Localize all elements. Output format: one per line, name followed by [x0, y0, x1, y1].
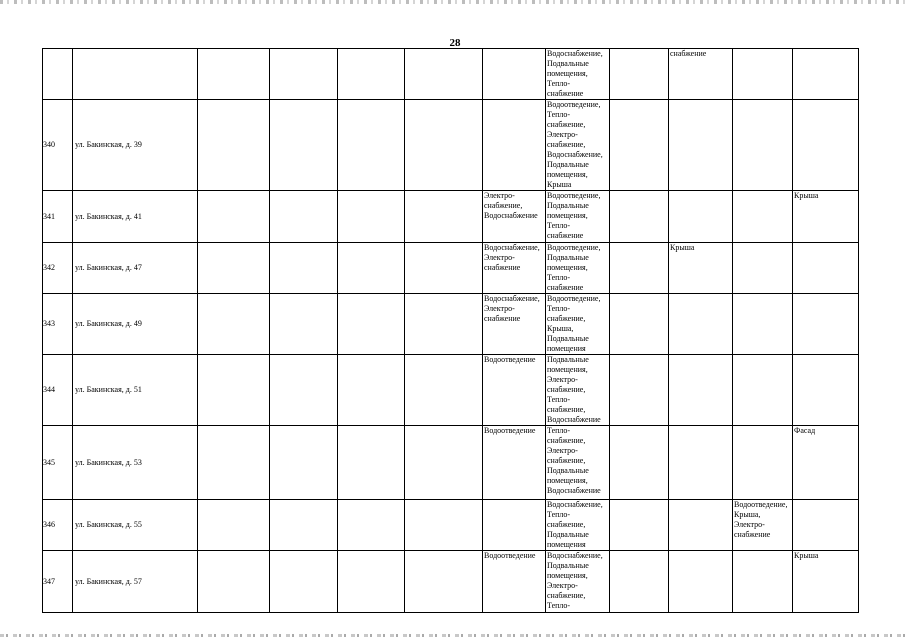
cell-empty	[198, 191, 270, 243]
cell-empty	[405, 243, 483, 294]
cell-empty	[405, 294, 483, 355]
cell-address-text: ул. Бакинская, д. 49	[75, 319, 142, 328]
cell-empty	[270, 191, 338, 243]
cell-works-l	[793, 243, 859, 294]
cell-empty	[405, 100, 483, 191]
cell-number	[43, 100, 73, 191]
cell-empty	[270, 243, 338, 294]
cell-works-j	[669, 100, 733, 191]
cell-works-h	[546, 49, 610, 100]
cell-works-i	[610, 243, 669, 294]
cell-works-h-text: Водоотведение, Подвальные помещения, Тепло- снабжение	[547, 243, 601, 292]
cell-works-k	[733, 100, 793, 191]
cell-empty	[198, 243, 270, 294]
cell-works-l	[793, 191, 859, 243]
cell-works-j-text: Крыша	[670, 243, 695, 252]
cell-works-l-text: Фасад	[794, 426, 816, 435]
cell-empty	[198, 294, 270, 355]
cell-number-text: 343	[43, 319, 55, 328]
cell-works-j	[669, 426, 733, 500]
cell-empty	[198, 100, 270, 191]
cell-empty	[270, 426, 338, 500]
cell-works-l	[793, 100, 859, 191]
cell-empty	[338, 426, 405, 500]
cell-works-h	[546, 500, 610, 551]
table-row	[43, 49, 859, 100]
cell-empty	[270, 551, 338, 613]
table-row	[43, 191, 859, 243]
cell-works-g-text: Водоснабжение, Электро- снабжение	[484, 243, 540, 272]
table-row	[43, 426, 859, 500]
cell-number	[43, 551, 73, 613]
cell-number-text: 342	[43, 263, 55, 272]
cell-works-h-text: Подвальные помещения, Электро- снабжение, Тепло- снабжение, Водоснабжение	[547, 355, 601, 424]
table-row	[43, 551, 859, 613]
cell-empty	[270, 49, 338, 100]
cell-works-g	[483, 49, 546, 100]
cell-empty	[405, 426, 483, 500]
cell-works-k	[733, 355, 793, 426]
cell-number	[43, 243, 73, 294]
cell-works-j-text: снабжение	[670, 49, 707, 58]
cell-number-text: 341	[43, 211, 55, 221]
cell-empty	[338, 243, 405, 294]
cell-empty	[270, 100, 338, 191]
cell-number-text: 344	[43, 385, 55, 394]
cell-empty	[198, 551, 270, 613]
cell-works-g	[483, 551, 546, 613]
cell-works-h	[546, 191, 610, 243]
cell-empty	[405, 551, 483, 613]
cell-works-l-text: Крыша	[794, 551, 819, 560]
cell-address-text: ул. Бакинская, д. 41	[75, 211, 142, 221]
cell-works-h	[546, 100, 610, 191]
cell-number-text: 345	[43, 457, 55, 467]
cell-works-l-text: Крыша	[794, 191, 819, 200]
cell-works-h	[546, 426, 610, 500]
cell-works-k-text: Водоотведение, Крыша, Электро- снабжение	[734, 500, 788, 539]
cell-address-text: ул. Бакинская, д. 47	[75, 263, 142, 272]
cell-works-i	[610, 294, 669, 355]
scan-edge-bottom	[0, 634, 905, 637]
cell-address	[73, 243, 198, 294]
cell-works-g	[483, 191, 546, 243]
cell-works-j	[669, 294, 733, 355]
cell-address	[73, 551, 198, 613]
cell-number-text: 346	[43, 520, 55, 529]
cell-works-g	[483, 426, 546, 500]
cell-works-g-text: Электро- снабжение, Водоснабжение	[484, 191, 538, 220]
cell-address	[73, 294, 198, 355]
cell-works-h-text: Водоотведение, Тепло- снабжение, Электро- снабжение, Водоснабжение, Подвальные помещения, Крыша	[547, 100, 603, 189]
cell-works-g	[483, 100, 546, 191]
cell-works-i	[610, 551, 669, 613]
cell-works-j	[669, 243, 733, 294]
cell-works-h	[546, 294, 610, 355]
cell-address-text: ул. Бакинская, д. 57	[75, 576, 142, 586]
cell-address	[73, 191, 198, 243]
cell-works-h-text: Водоотведение, Подвальные помещения, Тепло- снабжение	[547, 191, 601, 240]
cell-works-j	[669, 551, 733, 613]
cell-works-h	[546, 551, 610, 613]
scan-edge-top	[0, 0, 905, 4]
cell-address	[73, 500, 198, 551]
cell-empty	[270, 355, 338, 426]
cell-address	[73, 100, 198, 191]
cell-works-i	[610, 49, 669, 100]
table-row	[43, 100, 859, 191]
cell-empty	[405, 500, 483, 551]
cell-empty	[198, 500, 270, 551]
cell-works-h-text: Водоснабжение, Тепло- снабжение, Подвальные помещения	[547, 500, 603, 549]
repair-schedule-table	[42, 48, 859, 613]
cell-empty	[338, 191, 405, 243]
cell-works-h	[546, 355, 610, 426]
cell-empty	[198, 426, 270, 500]
cell-empty	[198, 355, 270, 426]
cell-number	[43, 355, 73, 426]
cell-empty	[338, 500, 405, 551]
cell-works-l	[793, 426, 859, 500]
cell-address-text: ул. Бакинская, д. 51	[75, 385, 142, 394]
cell-works-j	[669, 49, 733, 100]
cell-works-l	[793, 49, 859, 100]
cell-number	[43, 294, 73, 355]
cell-address-text: ул. Бакинская, д. 55	[75, 520, 142, 529]
cell-empty	[270, 294, 338, 355]
table-body	[43, 49, 859, 613]
cell-works-h-text: Тепло- снабжение, Электро- снабжение, Подвальные помещения, Водоснабжение	[547, 426, 601, 495]
cell-works-g	[483, 294, 546, 355]
cell-works-i	[610, 500, 669, 551]
table-row	[43, 355, 859, 426]
cell-works-k	[733, 551, 793, 613]
cell-works-i	[610, 100, 669, 191]
cell-works-j	[669, 191, 733, 243]
table-row	[43, 243, 859, 294]
cell-address	[73, 426, 198, 500]
cell-works-i	[610, 355, 669, 426]
cell-empty	[405, 191, 483, 243]
cell-works-l	[793, 355, 859, 426]
cell-works-g	[483, 243, 546, 294]
cell-works-l	[793, 551, 859, 613]
cell-number	[43, 426, 73, 500]
page-number: 28	[449, 37, 461, 49]
cell-works-g-text: Водоотведение	[484, 426, 536, 435]
cell-works-j	[669, 500, 733, 551]
cell-empty	[338, 100, 405, 191]
cell-works-i	[610, 426, 669, 500]
cell-works-g-text: Водоотведение	[484, 355, 536, 364]
cell-empty	[270, 500, 338, 551]
cell-empty	[338, 355, 405, 426]
cell-works-g	[483, 355, 546, 426]
table-row	[43, 294, 859, 355]
cell-empty	[338, 49, 405, 100]
cell-works-k	[733, 243, 793, 294]
cell-empty	[338, 551, 405, 613]
cell-works-i	[610, 191, 669, 243]
cell-works-k	[733, 191, 793, 243]
cell-number	[43, 49, 73, 100]
cell-works-k	[733, 500, 793, 551]
cell-works-g-text: Водоснабжение, Электро- снабжение	[484, 294, 540, 323]
cell-number-text: 347	[43, 576, 55, 586]
cell-empty	[405, 355, 483, 426]
cell-works-l	[793, 500, 859, 551]
cell-works-h-text: Водоотведение, Тепло- снабжение, Крыша, Подвальные помещения	[547, 294, 601, 353]
cell-empty	[198, 49, 270, 100]
cell-number-text: 340	[43, 140, 55, 149]
cell-address	[73, 355, 198, 426]
cell-works-g-text: Водоотведение	[484, 551, 536, 560]
cell-works-h-text: Водоснабжение, Подвальные помещения, Тепло- снабжение	[547, 49, 603, 98]
cell-empty	[405, 49, 483, 100]
cell-works-g	[483, 500, 546, 551]
cell-works-j	[669, 355, 733, 426]
cell-works-k	[733, 426, 793, 500]
cell-address	[73, 49, 198, 100]
cell-works-k	[733, 294, 793, 355]
cell-works-k	[733, 49, 793, 100]
cell-number	[43, 191, 73, 243]
cell-empty	[338, 294, 405, 355]
cell-works-h-text: Водоснабжение, Подвальные помещения, Электро- снабжение, Тепло-	[547, 551, 603, 610]
cell-works-h	[546, 243, 610, 294]
cell-address-text: ул. Бакинская, д. 39	[75, 140, 142, 149]
cell-number	[43, 500, 73, 551]
cell-works-l	[793, 294, 859, 355]
cell-address-text: ул. Бакинская, д. 53	[75, 457, 142, 467]
table-row	[43, 500, 859, 551]
